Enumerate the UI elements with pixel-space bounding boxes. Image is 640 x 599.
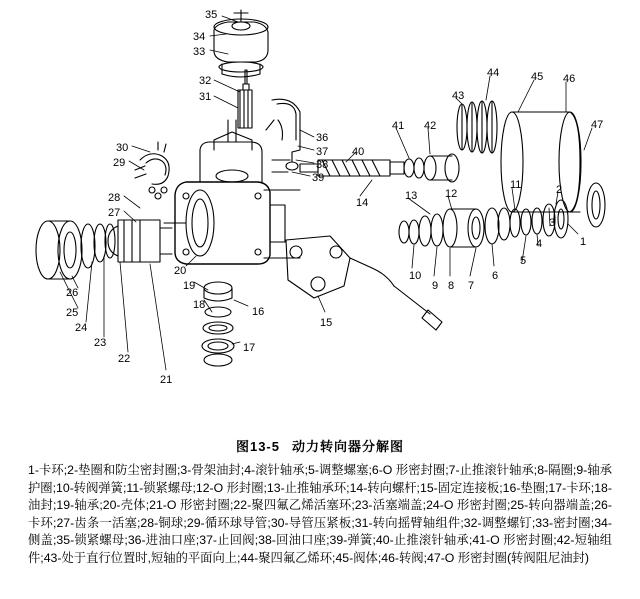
callout-45: 45 xyxy=(531,71,544,83)
callout-13: 13 xyxy=(405,190,418,202)
callout-4: 4 xyxy=(536,238,543,250)
callout-25: 25 xyxy=(66,307,79,319)
callout-38: 38 xyxy=(316,159,329,171)
callout-5: 5 xyxy=(520,255,527,267)
callout-14: 14 xyxy=(356,197,369,209)
callout-18: 18 xyxy=(193,299,206,311)
callout-6: 6 xyxy=(492,270,499,282)
callout-42: 42 xyxy=(424,120,437,132)
callout-15: 15 xyxy=(320,317,333,329)
callout-7: 7 xyxy=(468,280,475,292)
callout-43: 43 xyxy=(452,90,465,102)
callout-46: 46 xyxy=(563,73,576,85)
callout-8: 8 xyxy=(448,280,455,292)
callout-35: 35 xyxy=(205,9,218,21)
parts-legend: 1-卡环;2-垫圈和防尘密封圈;3-骨架油封;4-滚针轴承;5-调整螺塞;6-O 形密封圈;7-止推滚针轴承;8-隔圈;9-轴承护圈;10-转阀弹簧;11-锁紧螺母;12-O 形封圈;13-止推轴承环;14-转向螺杆;15-固定连接板;16-垫圈;17-卡环;18-油封;19-轴承;20-壳体;21-O 形密封圈;22-聚四氟乙烯活塞环;23-活塞端盖;24-O 形密封圈;25-转向器端盖;26-卡环;27-齿条一活塞;28-铜球;29-循环球导管;30-导管压紧板;31-转向摇臂轴组件;32-调整螺钉;33-密封圈;34-侧盖;35-锁紧螺母;36-进油口座;37-止回阀;38-回油口座;39-弹簧;40-止推滚针轴承;41-O 形密封圈;42-短轴组件;43-处于直行位置时,短轴的平面向上;44-聚四氟乙烯环;45-阀体;46-转阀;47-O 形密封圈(转阀阻尼油封) xyxy=(28,463,612,565)
callout-27: 27 xyxy=(108,207,121,219)
callout-23: 23 xyxy=(94,337,107,349)
callout-32: 32 xyxy=(199,75,212,87)
callout-34: 34 xyxy=(193,31,206,43)
figure-caption xyxy=(0,436,640,455)
callout-41: 41 xyxy=(392,120,405,132)
callout-11: 11 xyxy=(510,179,522,191)
callout-16: 16 xyxy=(252,306,265,318)
callout-9: 9 xyxy=(432,280,439,292)
callout-44: 44 xyxy=(487,67,500,79)
callout-36: 36 xyxy=(316,132,329,144)
callout-40: 40 xyxy=(352,146,365,158)
figure-title: 动力转向器分解图 xyxy=(292,439,405,454)
callout-3: 3 xyxy=(549,217,556,229)
callout-33: 33 xyxy=(193,46,206,58)
callout-30: 30 xyxy=(116,142,129,154)
callout-47: 47 xyxy=(591,119,604,131)
callout-10: 10 xyxy=(409,270,422,282)
callout-31: 31 xyxy=(199,91,212,103)
callout-29: 29 xyxy=(113,157,126,169)
callout-39: 39 xyxy=(312,172,325,184)
callout-22: 22 xyxy=(118,353,131,365)
callout-20: 20 xyxy=(174,265,187,277)
callout-21: 21 xyxy=(160,374,173,386)
callout-2: 2 xyxy=(556,184,563,196)
callout-1: 1 xyxy=(580,236,587,248)
callout-12: 12 xyxy=(445,188,458,200)
callout-28: 28 xyxy=(108,192,121,204)
callout-17: 17 xyxy=(243,342,256,354)
callout-26: 26 xyxy=(66,287,79,299)
figure-number: 图13-5 xyxy=(235,439,280,454)
callout-19: 19 xyxy=(183,280,196,292)
callout-24: 24 xyxy=(75,322,88,334)
callout-37: 37 xyxy=(316,146,329,158)
